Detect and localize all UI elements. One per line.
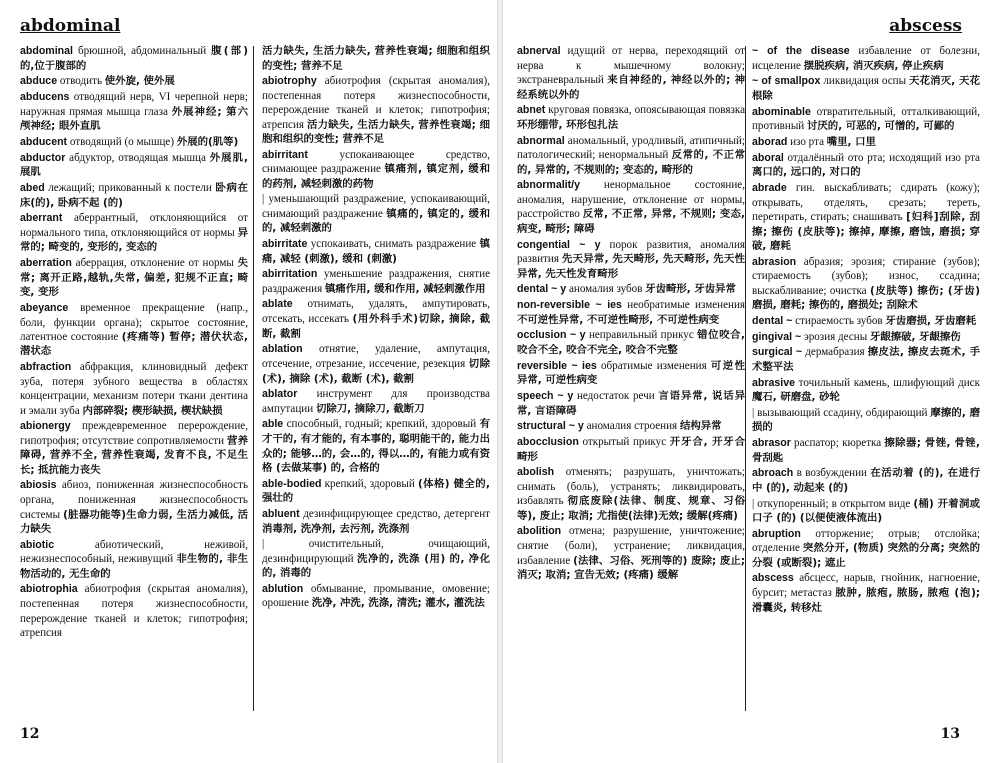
page-number: 13 bbox=[940, 726, 960, 742]
headword: reversible ~ ies bbox=[517, 359, 597, 372]
dictionary-entry bbox=[262, 477, 490, 506]
headword: abfraction bbox=[20, 360, 72, 373]
headword: non-reversible ~ ies bbox=[517, 299, 622, 312]
russian-definition: | откупоренный; в открытом виде bbox=[752, 497, 911, 510]
russian-definition: в возбуждении bbox=[796, 467, 867, 480]
dictionary-entry bbox=[752, 314, 980, 329]
headword: abiotic bbox=[20, 538, 55, 551]
dictionary-entry bbox=[752, 497, 980, 526]
russian-definition: аномалия зубов bbox=[568, 283, 643, 296]
headword: abducent bbox=[20, 135, 68, 148]
chinese-translation: 反常, 不正常, 异常, 不规则; 变态, 病变, 畸形; 障碍 bbox=[517, 208, 745, 235]
dictionary-entry bbox=[20, 44, 248, 73]
chinese-translation: 异常的; 畸变的, 变形的, 变态的 bbox=[20, 226, 248, 254]
right-page bbox=[505, 0, 1000, 763]
dictionary-column bbox=[20, 44, 248, 712]
headword: abocclusion bbox=[517, 435, 579, 448]
dictionary-entry bbox=[20, 478, 248, 536]
chinese-translation: 洗净, 冲洗, 洗涤, 清洗; 灌水, 灌洗法 bbox=[311, 597, 485, 610]
chinese-translation: 牙齿畸形, 牙齿异常 bbox=[645, 283, 736, 296]
headword: surgical ~ bbox=[752, 346, 803, 359]
russian-definition: инструмент для производства ампутации bbox=[262, 388, 490, 415]
headword: ~ of smallpox bbox=[752, 75, 821, 88]
headword: abroach bbox=[752, 467, 794, 480]
russian-definition: гин. выскабливать; сдирать (кожу); открывать, отделять, срезать; тереть, перетирать, стирать; снашивать bbox=[752, 181, 980, 224]
russian-definition: успокаивать, снимать раздражение bbox=[310, 237, 477, 250]
dictionary-entry bbox=[517, 298, 745, 327]
dictionary-entry bbox=[262, 582, 490, 611]
dictionary-entry bbox=[517, 524, 745, 582]
chinese-translation: 摆脱疾病, 消灭疾病, 停止疾病 bbox=[803, 59, 944, 72]
chinese-translation: 嘴里, 口里 bbox=[826, 135, 876, 148]
dictionary-entry bbox=[517, 238, 745, 282]
chinese-translation: 讨厌的, 可恶的, 可憎的, 可鄙的 bbox=[807, 120, 955, 133]
chinese-translation: 反常的, 不正常的, 异常的, 不规则的; 变态的, 畸形的 bbox=[517, 149, 745, 176]
headword: ablation bbox=[262, 343, 303, 356]
dictionary-entry bbox=[752, 255, 980, 313]
headword: ablate bbox=[262, 298, 293, 311]
chinese-translation: 来自神经的, 神经以外的; 神经系统以外的 bbox=[517, 74, 745, 101]
russian-definition: аберрантный, отклоняющийся от нормального типа, отклоняющийся от нормы bbox=[20, 212, 248, 239]
dictionary-entry bbox=[262, 537, 490, 580]
dictionary-entry bbox=[752, 151, 980, 180]
russian-definition: временное прекращение (напр., боли, функции органа); скрытое состояние, латентное состояние bbox=[20, 301, 248, 343]
headword: abruption bbox=[752, 527, 801, 540]
headword: abirritant bbox=[262, 148, 308, 161]
dictionary-entry bbox=[517, 435, 745, 464]
dictionary-column bbox=[262, 44, 490, 712]
headword: ~ of the disease bbox=[752, 45, 850, 57]
russian-definition: брюшной, абдоминальный bbox=[77, 45, 207, 57]
russian-definition: преждевременное перерождение, гипотрофия; отсутствие сопротивляемости bbox=[20, 420, 248, 447]
dictionary-entry bbox=[752, 527, 980, 571]
headword: able-bodied bbox=[262, 477, 322, 490]
chinese-translation: 外展的(肌等) bbox=[176, 135, 239, 148]
dictionary-entry bbox=[752, 376, 980, 405]
headword: abionergy bbox=[20, 420, 71, 433]
russian-definition: | очистительный, очищающий, дезинфицирующий bbox=[262, 538, 490, 565]
headword: occlusion ~ y bbox=[517, 329, 586, 342]
dictionary-entry bbox=[752, 345, 980, 374]
russian-definition: изо рта bbox=[790, 135, 824, 148]
dictionary-entry bbox=[262, 74, 490, 147]
russian-definition: способный, годный; крепкий, здоровый bbox=[286, 418, 477, 431]
chinese-translation: (桶) 开着洞或口子 (的) (以便使液体流出) bbox=[752, 497, 980, 525]
chinese-translation: [妇科]刮除, 刮擦; 擦伤 (皮肤等); 擦掉, 摩擦, 磨蚀, 磨损; 穿破, 磨耗 bbox=[752, 211, 980, 253]
chinese-translation: 内部碎裂; 楔形缺损, 楔状缺损 bbox=[82, 404, 223, 417]
book-gutter bbox=[497, 0, 503, 763]
running-head: abscess bbox=[889, 16, 962, 36]
dictionary-entry bbox=[20, 538, 248, 582]
russian-definition: аберрация, отклонение от нормы bbox=[75, 256, 234, 269]
dictionary-entry bbox=[752, 466, 980, 495]
russian-definition: абдуктор, отводящая мышца bbox=[69, 151, 206, 164]
dictionary-entry bbox=[262, 387, 490, 416]
headword: abiosis bbox=[20, 479, 57, 492]
chinese-translation: 营养障碍, 营养不全, 营养性衰竭, 发育不良, 不足生长; 抵抗能力丧失 bbox=[20, 434, 248, 476]
headword: abdominal bbox=[20, 45, 73, 57]
headword: abirritation bbox=[262, 268, 318, 281]
headword: aborad bbox=[752, 135, 788, 148]
dictionary-entry bbox=[752, 44, 980, 73]
chinese-translation: 牙龈擦破, 牙龈擦伤 bbox=[869, 330, 961, 343]
headword: abolish bbox=[517, 466, 555, 479]
dictionary-entry bbox=[752, 74, 980, 103]
russian-definition: ликвидация оспы bbox=[823, 75, 907, 88]
russian-definition: избавление от болезни, исцеление bbox=[752, 45, 980, 72]
chinese-translation: 镇痛剂, 镇定剂, 缓和的药剂, 减轻刺激的药物 bbox=[262, 163, 490, 190]
chinese-translation: 牙齿磨损, 牙齿磨耗 bbox=[885, 314, 977, 327]
headword: gingival ~ bbox=[752, 330, 802, 343]
headword: abed bbox=[20, 181, 45, 194]
dictionary-entry bbox=[262, 507, 490, 536]
dictionary-entry bbox=[20, 419, 248, 477]
dictionary-entry bbox=[517, 282, 745, 297]
headword: ablution bbox=[262, 582, 304, 595]
chinese-translation: 魔石, 研磨盘, 砂轮 bbox=[752, 391, 840, 404]
russian-definition: отмена; разрушение, уничтожение; снятие (боли), устранение; ликвидация, избавление bbox=[517, 525, 745, 567]
dictionary-entry bbox=[517, 44, 745, 102]
dictionary-column bbox=[752, 44, 980, 712]
dictionary-entry bbox=[20, 211, 248, 255]
dictionary-entry bbox=[262, 192, 490, 235]
chinese-translation: 洗净的, 洗涤 (用) 的, 净化的, 消毒的 bbox=[262, 552, 490, 580]
headword: abnormal bbox=[517, 134, 565, 147]
dictionary-entry bbox=[752, 436, 980, 465]
dictionary-entry bbox=[262, 342, 490, 386]
chinese-translation: (用外科手术)切除, 摘除, 截断, 截割 bbox=[262, 313, 490, 340]
chinese-translation: 环形绷带, 环形包扎法 bbox=[517, 118, 619, 131]
headword: abrasor bbox=[752, 436, 791, 449]
headword: abduce bbox=[20, 75, 58, 88]
russian-definition: отвратительный, отталкивающий, противный bbox=[752, 105, 980, 133]
dictionary-entry bbox=[262, 148, 490, 192]
dictionary-entry bbox=[20, 135, 248, 150]
chinese-translation: (法律、习俗、死刑等的) 废除; 废止; 消灭; 取消; 宣告无效; (疼痛) 缓解 bbox=[517, 554, 745, 582]
russian-definition: абсцесс, нарыв, гнойник, нагноение, бурсит; метастаз bbox=[752, 572, 980, 600]
dictionary-entry bbox=[20, 151, 248, 180]
russian-definition: | уменьшающий раздражение, успокаивающий, снимающий раздражение bbox=[262, 193, 490, 220]
dictionary-entry bbox=[262, 44, 490, 73]
headword: abominable bbox=[752, 105, 811, 118]
headword: dental ~ bbox=[752, 314, 793, 327]
chinese-translation: 开牙合, 开牙合畸形 bbox=[517, 435, 745, 463]
headword: aberration bbox=[20, 256, 72, 269]
chinese-translation: 消毒剂, 洗净剂, 去污剂, 洗涤剂 bbox=[262, 522, 410, 535]
russian-definition: порок развития, аномалия развития bbox=[517, 238, 745, 266]
headword: abscess bbox=[752, 572, 794, 585]
dictionary-column bbox=[517, 44, 745, 712]
russian-definition: обмывание, промывание, омовение; орошение bbox=[262, 582, 490, 610]
headword: abducens bbox=[20, 91, 70, 104]
page-number: 12 bbox=[20, 726, 40, 742]
chinese-translation: 突然分开, (物质) 突然的分离; 突然的分裂 (或断裂); 遮止 bbox=[752, 542, 980, 569]
chinese-translation: (疼痛等) 暂停; 潜伏状态, 潜状态 bbox=[20, 330, 248, 358]
russian-definition: аномалия строения bbox=[586, 420, 678, 433]
headword: abrade bbox=[752, 181, 787, 194]
chinese-translation: 不可逆性异常, 不可逆性畸形, 不可逆性病变 bbox=[517, 313, 720, 326]
russian-definition: уменьшение раздражения, снятие раздражения bbox=[262, 268, 490, 295]
headword: structural ~ y bbox=[517, 420, 584, 433]
chinese-translation: (皮肤等) 擦伤; (牙齿) 磨损, 磨耗; 擦伤的, 磨损处; 刮除术 bbox=[752, 284, 980, 312]
chinese-translation: 镇痛, 减轻 (刺激), 缓和 (刺激) bbox=[262, 237, 490, 265]
russian-definition: отводящий (о мышце) bbox=[69, 135, 175, 148]
russian-definition: неправильный прикус bbox=[588, 329, 694, 342]
headword: dental ~ y bbox=[517, 283, 567, 296]
russian-definition: эрозия десны bbox=[803, 330, 868, 343]
russian-definition: отводящий нерв, VI черепной нерв; наружная прямая мышца глаза bbox=[20, 91, 248, 118]
headword: abductor bbox=[20, 151, 66, 164]
running-head: abdominal bbox=[20, 16, 121, 36]
chinese-translation: 外展肌,展肌 bbox=[20, 151, 248, 179]
chinese-translation: 腹(部)的,位于腹部的 bbox=[20, 45, 248, 72]
russian-definition: отменять; разрушать, уничтожать; снимать (боль), устранять; ликвидировать, избавлять bbox=[517, 466, 745, 508]
chinese-translation: 镇痛作用, 缓和作用, 减轻刺激作用 bbox=[324, 282, 486, 295]
headword: able bbox=[262, 418, 284, 431]
headword: abiotrophia bbox=[20, 583, 78, 596]
chinese-translation: 摩擦的, 磨损的 bbox=[752, 406, 980, 434]
russian-definition: стираемость зубов bbox=[795, 314, 883, 327]
russian-definition: абразия; эрозия; стирание (зубов); стираемость (зубов); износ, ссадина; выскабливание; очистка bbox=[752, 255, 980, 297]
dictionary-entry bbox=[20, 360, 248, 418]
chinese-translation: 切除 (术), 摘除 (术), 截断 (术), 截割 bbox=[262, 358, 490, 385]
dictionary-entry bbox=[20, 90, 248, 134]
russian-definition: отводить bbox=[59, 75, 103, 88]
headword: ablator bbox=[262, 388, 298, 401]
headword: speech ~ y bbox=[517, 389, 574, 402]
chinese-translation: 言语异常, 说话异常, 言语障碍 bbox=[517, 389, 745, 417]
headword: abnormalit/y bbox=[517, 179, 580, 192]
chinese-translation: 失常; 离开正路,越轨,失常, 偏差, 犯规不正直; 畸变, 变形 bbox=[20, 256, 248, 299]
left-page bbox=[0, 0, 495, 763]
russian-definition: обратимые изменения bbox=[600, 359, 707, 372]
dictionary-entry bbox=[517, 389, 745, 418]
dictionary-entry bbox=[262, 417, 490, 475]
dictionary-entry bbox=[752, 181, 980, 254]
chinese-translation: 活力缺失, 生活力缺失, 营养性衰竭; 细胞和组织的变性; 营养不足 bbox=[262, 45, 490, 72]
chinese-translation: (体格) 健全的, 强壮的 bbox=[262, 477, 490, 505]
dictionary-entry bbox=[20, 181, 248, 210]
headword: aboral bbox=[752, 151, 784, 164]
russian-definition: крепкий, здоровый bbox=[324, 477, 415, 490]
russian-definition: отнятие, удаление, ампутация, отсечение, отрезание, иссечение, резекция bbox=[262, 343, 490, 371]
dictionary-entry bbox=[517, 134, 745, 178]
russian-definition: лежащий; прикованный к постели bbox=[48, 181, 212, 194]
headword: abnet bbox=[517, 104, 546, 117]
chinese-translation: 彻底废除(法律、制度、规章、习俗等), 废止; 取消; 尤指使(法律)无效; 缓解(疼痛) bbox=[517, 495, 745, 522]
chinese-translation: 先天异常, 先天畸形, 先天畸形, 先天性异常, 先天性发育畸形 bbox=[517, 253, 745, 280]
dictionary-entry bbox=[20, 256, 248, 300]
russian-definition: отнимать, удалять, ампутировать, отсекать, иссекать bbox=[262, 298, 490, 326]
chinese-translation: 在活动着 (的), 在进行中 (的), 动起来 (的) bbox=[752, 467, 980, 495]
dictionary-entry bbox=[20, 301, 248, 359]
chinese-translation: 外展神经; 第六颅神经; 眼外直肌 bbox=[20, 105, 248, 133]
headword: abolition bbox=[517, 525, 562, 538]
chinese-translation: 擦除器; 骨锉, 骨锉, 骨刮匙 bbox=[752, 436, 980, 464]
headword: aberrant bbox=[20, 212, 63, 225]
dictionary-entry bbox=[752, 330, 980, 345]
russian-definition: отторжение; отрыв; отслойка; отделение bbox=[752, 527, 980, 555]
chinese-translation: 活力缺失, 生活力缺失, 营养性衰竭; 细胞和组织的变性; 营养不足 bbox=[262, 118, 490, 146]
russian-definition: успокаивающее средство, снимающее раздражение bbox=[262, 148, 490, 176]
headword: abrasive bbox=[752, 376, 795, 389]
chinese-translation: 可逆性异常, 可逆性病变 bbox=[517, 359, 745, 387]
chinese-translation: 卧病在床(的), 卧病不起 (的) bbox=[20, 181, 248, 209]
dictionary-entry bbox=[517, 419, 745, 434]
dictionary-entry bbox=[262, 297, 490, 341]
chinese-translation: 离口的, 远口的, 对口的 bbox=[752, 166, 861, 179]
russian-definition: абиотрофия (скрытая аномалия), постепенная потеря жизнеспособности, перерождение тканей и клеток; гипотрофия; атрепсия bbox=[262, 75, 490, 131]
russian-definition: абиотический, неживой, нежизнеспособный, неживущий bbox=[20, 538, 248, 566]
dictionary-entry bbox=[752, 571, 980, 615]
russian-definition: точильный камень, шлифующий диск bbox=[798, 376, 980, 389]
russian-definition: ненормальное состояние, аномалия, нарушение, отклонение от нормы, расстройство bbox=[517, 179, 745, 221]
russian-definition: отдалённый ото рта; исходящий изо рта bbox=[787, 151, 980, 164]
russian-definition: дезинфицирующее средство, детергент bbox=[303, 507, 490, 520]
dictionary-entry bbox=[752, 406, 980, 435]
russian-definition: распатор; кюретка bbox=[794, 436, 882, 449]
chinese-translation: 擦皮法, 擦皮去斑术, 手术整平法 bbox=[752, 346, 980, 374]
headword: abnerval bbox=[517, 45, 561, 57]
column-divider bbox=[745, 46, 746, 711]
headword: congential ~ y bbox=[517, 238, 601, 251]
headword: abirritate bbox=[262, 237, 308, 250]
russian-definition: открытый прикус bbox=[582, 435, 667, 448]
dictionary-entry bbox=[752, 135, 980, 150]
russian-definition: | вызывающий ссадину, обдирающий bbox=[752, 406, 928, 419]
dictionary-entry bbox=[517, 103, 745, 132]
dictionary-entry bbox=[517, 178, 745, 236]
column-divider bbox=[253, 46, 254, 711]
russian-definition: абиоз, пониженная жизнеспособность органа, пониженная жизнеспособность системы bbox=[20, 479, 248, 521]
chinese-translation: 有才干的, 有才能的, 有本事的, 聪明能干的, 能力出众的; 能够…的, 会…的, 得以…的, 有能力或有资格 (去做某事) 的, 合格的 bbox=[262, 418, 490, 475]
headword: abluent bbox=[262, 507, 300, 520]
chinese-translation: 脓肿, 脓疱, 脓肠, 脓疱 (泡); 滑囊炎, 转移灶 bbox=[752, 587, 980, 614]
headword: abeyance bbox=[20, 301, 69, 314]
headword: abiotrophy bbox=[262, 75, 317, 88]
chinese-translation: 切除刀, 摘除刀, 截断刀 bbox=[315, 402, 425, 415]
russian-definition: недостаток речи bbox=[576, 389, 655, 402]
dictionary-entry bbox=[752, 105, 980, 134]
chinese-translation: 错位咬合, 咬合不全, 咬合不完全, 咬合不完整 bbox=[517, 329, 745, 357]
chinese-translation: 镇痛的, 镇定的, 缓和的, 减轻刺激的 bbox=[262, 207, 490, 235]
dictionary-entry bbox=[517, 359, 745, 388]
chinese-translation: 非生物的, 非生物活动的, 无生命的 bbox=[20, 553, 248, 580]
chinese-translation: 使外旋, 使外展 bbox=[104, 75, 175, 88]
dictionary-entry bbox=[20, 74, 248, 89]
dictionary-entry bbox=[262, 267, 490, 296]
dictionary-entry bbox=[517, 328, 745, 357]
dictionary-entry bbox=[20, 582, 248, 640]
chinese-translation: (脏器功能等)生命力弱, 生活力减低, 活力缺失 bbox=[20, 508, 248, 536]
russian-definition: необратимые изменения bbox=[627, 299, 745, 312]
russian-definition: идущий от нерва, переходящий от нерва к мышечному волокну; экстраневральный bbox=[517, 45, 745, 87]
dictionary-entry bbox=[517, 465, 745, 523]
dictionary-entry bbox=[262, 237, 490, 266]
russian-definition: абиотрофия (скрытая аномалия), постепенная потеря жизнеспособности, перерождение тканей и клеток; гипотрофия; атрепсия bbox=[20, 583, 248, 640]
russian-definition: аномальный, уродливый, атипичный; патологический; ненормальный bbox=[517, 134, 745, 162]
russian-definition: абфракция, клиновидный дефект зуба, потеря зубного вещества в областях концентрации, механизм потери ткани дентина и эмали зуба bbox=[20, 360, 248, 417]
russian-definition: круговая повязка, опоясывающая повязка bbox=[548, 104, 745, 117]
headword: abrasion bbox=[752, 255, 797, 268]
chinese-translation: 天花消灭, 天花根除 bbox=[752, 75, 980, 103]
russian-definition: дермабразия bbox=[805, 346, 865, 359]
chinese-translation: 结构异常 bbox=[679, 420, 722, 433]
